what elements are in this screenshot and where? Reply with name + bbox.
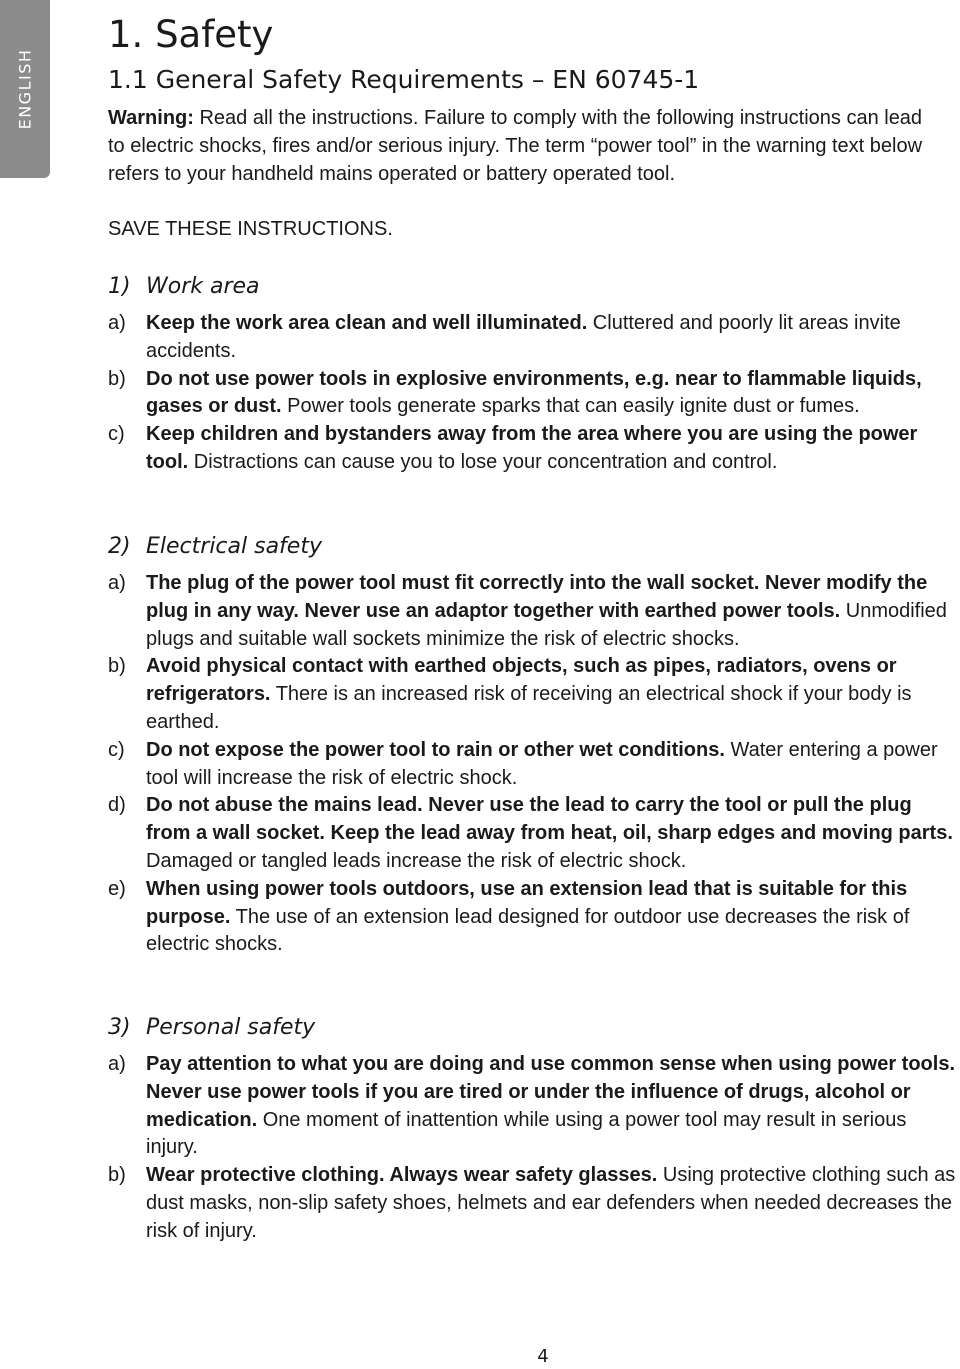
save-instructions: SAVE THESE INSTRUCTIONS.: [108, 218, 393, 240]
section-number: 3): [108, 1015, 131, 1040]
section-electrical-safety: [108, 532, 958, 959]
item-marker: c): [108, 738, 125, 761]
item-marker: d): [108, 794, 126, 817]
list-item: [108, 876, 958, 959]
item-bold-text: Keep children and bystanders away from the area where you are using the power tool.: [146, 423, 918, 473]
item-text: Distractions can cause you to lose your concentration and control.: [188, 450, 778, 473]
item-marker: b): [108, 367, 126, 390]
item-marker: b): [108, 655, 126, 678]
language-tab-label: ENGLISH: [15, 48, 35, 130]
list-item: [108, 421, 958, 477]
page-title: 1. Safety: [108, 13, 274, 56]
warning-label: Warning:: [108, 107, 194, 129]
item-text: Cluttered and poorly lit areas invite accidents.: [146, 312, 901, 362]
item-bold-text: Keep the work area clean and well illuminated.: [146, 312, 588, 334]
section-work-area: [108, 272, 958, 477]
list-item: [108, 310, 958, 366]
item-bold-text: Do not abuse the mains lead. Never use the lead to carry the tool or pull the plug from a wall socket. Keep the lead away from heat, oil, sharp edges and moving parts.: [146, 794, 953, 845]
item-marker: e): [108, 877, 126, 900]
language-tab: [0, 0, 50, 178]
item-bold-text: Wear protective clothing. Always wear safety glasses.: [146, 1164, 658, 1187]
item-bold-text: Do not expose the power tool to rain or other wet conditions.: [146, 738, 725, 761]
warning-paragraph: [108, 104, 938, 188]
section-title: Personal safety: [146, 1015, 316, 1040]
section-title: Electrical safety: [146, 534, 322, 559]
item-marker: c): [108, 423, 125, 446]
subsection-title: 1.1 General Safety Requirements – EN 60745-1: [108, 65, 700, 94]
list-item: [108, 792, 958, 875]
item-text: Damaged or tangled leads increase the risk of electric shock.: [146, 849, 687, 872]
section-title: Work area: [146, 274, 260, 299]
item-bold-text: Do not use power tools in explosive environments, e.g. near to flammable liquids, gases or dust.: [146, 367, 922, 418]
item-text: Power tools generate sparks that can easily ignite dust or fumes.: [281, 395, 860, 418]
item-bold-text: Pay attention to what you are doing and use common sense when using power tools. Never use power tools if you are tired or under the influence of drugs, alcohol or medication.: [146, 1053, 955, 1131]
page-number: 4: [537, 1346, 549, 1367]
section-heading: [108, 532, 958, 562]
list-item: [108, 653, 958, 736]
list-item: [108, 1162, 958, 1245]
item-marker: b): [108, 1164, 126, 1187]
section-heading: [108, 272, 958, 302]
section-number: 2): [108, 534, 131, 559]
item-bold-text: The plug of the power tool must fit correctly into the wall socket. Never modify the plug in any way. Never use an adaptor together with earthed power tools.: [146, 572, 928, 622]
item-text: Water entering a power tool will increase the risk of electric shock.: [146, 738, 938, 789]
item-text: Unmodified plugs and suitable wall sockets minimize the risk of electric shocks.: [146, 599, 947, 650]
item-bold-text: Avoid physical contact with earthed objects, such as pipes, radiators, ovens or refrigerators.: [146, 655, 897, 706]
list-item: [108, 737, 958, 793]
item-text: There is an increased risk of receiving an electrical shock if your body is earthed.: [146, 683, 912, 733]
intro-warning: [108, 104, 938, 188]
item-marker: a): [108, 572, 126, 594]
list-item: [108, 366, 958, 422]
item-text: One moment of inattention while using a power tool may result in serious injury.: [146, 1108, 907, 1159]
item-bold-text: When using power tools outdoors, use an extension lead that is suitable for this purpose.: [146, 877, 908, 928]
section-heading: [108, 1013, 958, 1043]
item-text: The use of an extension lead designed for outdoor use decreases the risk of electric shocks.: [146, 905, 910, 956]
list-item: [108, 1051, 958, 1162]
list-item: [108, 570, 958, 653]
item-marker: a): [108, 1053, 126, 1075]
section-number: 1): [108, 274, 131, 299]
section-personal-safety: [108, 1013, 958, 1246]
item-marker: a): [108, 312, 126, 334]
warning-text: Read all the instructions. Failure to comply with the following instructions can lead to electric shocks, fires and/or serious injury. The term “power tool” in the warning text below refers to your handheld mains operated or battery operated tool.: [108, 107, 923, 185]
item-text: Using protective clothing such as dust masks, non-slip safety shoes, helmets and ear defenders when needed decreases the risk of injury.: [146, 1164, 956, 1242]
